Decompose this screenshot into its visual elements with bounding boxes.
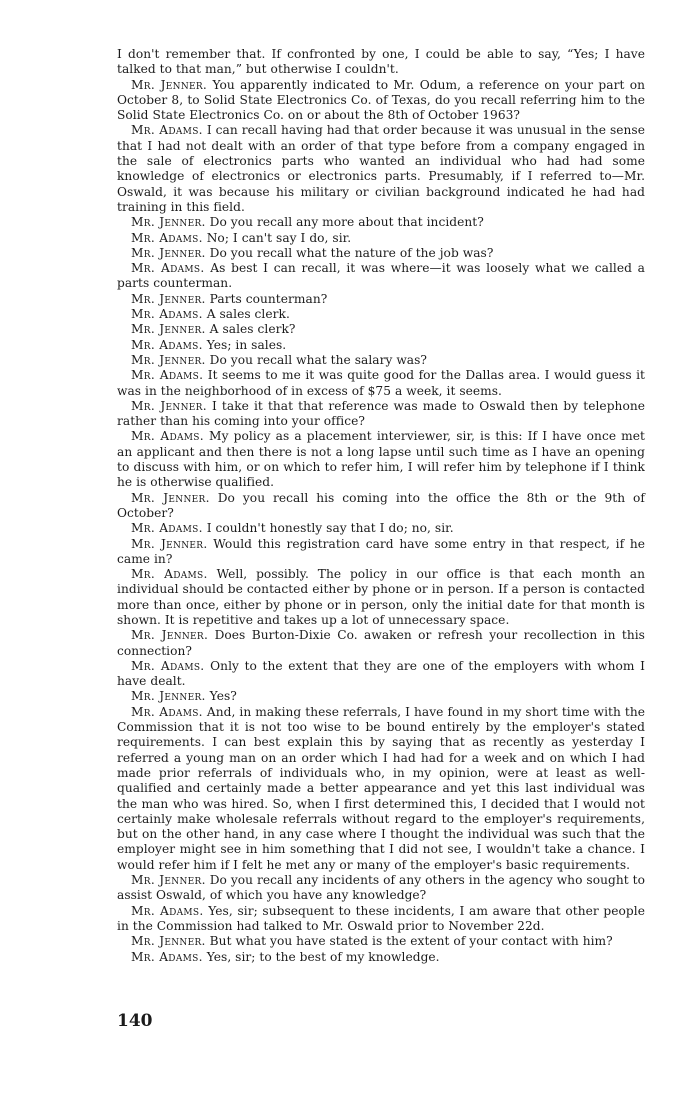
testimony-paragraph: [117, 231, 645, 246]
testimony-paragraph: [117, 322, 645, 337]
speech-text: Does Burton-Dixie Co. awaken or refresh your recollection in this connection?: [117, 628, 645, 658]
testimony-paragraph: [117, 950, 645, 965]
testimony-paragraph: [117, 567, 645, 628]
speaker-name: Mr. Adams.: [131, 567, 208, 582]
testimony-paragraph: [117, 246, 645, 261]
testimony-paragraph: [117, 689, 645, 704]
testimony-paragraph: [117, 307, 645, 322]
testimony-paragraph: [117, 873, 645, 904]
speaker-name: Mr. Adams.: [131, 307, 203, 322]
testimony-paragraph: [117, 292, 645, 307]
speaker-name: Mr. Jenner.: [131, 77, 208, 92]
speaker-name: Mr. Jenner.: [131, 934, 206, 949]
speech-text: Only to the extent that they are one of the employers with whom I have dealt.: [117, 658, 645, 689]
speech-text: I can recall having had that order because it was unusual in the sense that I had not dealt with an order of that type before from a company engaged in the sale of electronics parts who wanted an individual who had had some knowledge of electronics or electronics parts. Presumably, if I referred to—Mr. Oswald, it was because his military or civilian background indicated he had had training in this field.: [117, 123, 645, 214]
speaker-name: Mr. Jenner.: [131, 322, 206, 337]
testimony-paragraph: [117, 123, 645, 215]
speaker-name: Mr. Jenner.: [131, 398, 207, 413]
testimony-paragraph: [117, 537, 645, 568]
speaker-name: Mr. Adams.: [131, 658, 205, 673]
speech-text: But what you have stated is the extent of your contact with him?: [209, 934, 613, 949]
speech-text: As best I can recall, it was where—it was loosely what we called a parts counterman.: [117, 261, 645, 291]
testimony-paragraph: [117, 934, 645, 949]
speech-text: I don't remember that. If confronted by one, I could be able to say, “Yes; I have talked to that man,” but otherwise I couldn't.: [117, 47, 645, 77]
speech-text: Parts counterman?: [209, 291, 328, 306]
speaker-name: Mr. Adams.: [131, 949, 203, 964]
speech-text: It seems to me it was quite good for the Dallas area. I would guess it was in the neighborhood of in excess of $75 a week, it seems.: [117, 368, 645, 398]
speech-text: No; I can't say I do, sir.: [206, 230, 352, 245]
testimony-paragraph: [117, 47, 645, 78]
speaker-name: Mr. Adams.: [131, 123, 203, 138]
speech-text: Yes; in sales.: [206, 337, 287, 352]
speaker-name: Mr. Adams.: [131, 261, 205, 276]
testimony-paragraph: [117, 904, 645, 935]
page-number: 140: [117, 1011, 153, 1031]
speaker-name: Mr. Jenner.: [131, 291, 206, 306]
testimony-paragraph: [117, 705, 645, 873]
testimony-paragraph: [117, 261, 645, 292]
speech-text: Would this registration card have some entry in that respect, if he came in?: [117, 536, 645, 566]
testimony-paragraph: [117, 399, 645, 430]
speech-text: Yes?: [209, 689, 237, 704]
speech-text: Well, possibly. The policy in our office is that each month an individual should be contacted either by phone or in person. If a person is contacted more than once, either by phone or in person, only the initial date for that month is shown. It is repetitive and takes up a lot of unnecessary space.: [117, 567, 645, 627]
speaker-name: Mr. Adams.: [131, 704, 203, 719]
speaker-name: Mr. Jenner.: [131, 245, 206, 260]
testimony-paragraph: [117, 628, 645, 659]
speech-text: Yes, sir; to the best of my knowledge.: [206, 949, 440, 964]
speaker-name: Mr. Adams.: [131, 337, 203, 352]
testimony-paragraph: [117, 491, 645, 522]
speech-text: Do you recall what the salary was?: [209, 352, 428, 367]
speech-text: And, in making these referrals, I have found in my short time with the Commission that it is not too wise to be bound entirely by the employer's stated requirements. I can best explain this by saying that as recently as yesterday I referred a young man on an order which I had had for a week and on which I had made prior referrals of individuals who, in my opinion, were at least as well-qualified and certainly made a better appearance and yet this last individual was the man who was hired. So, when I first determined this, I decided that I would not certainly make wholesale referrals without regard to the employer's requirements, but on the other hand, in any case where I thought the individual was such that the employer might see in him something that I did not see, I wouldn't take a chance. I would refer him if I felt he met any or many of the employer's basic requirements.: [117, 704, 645, 872]
testimony-paragraph: [117, 338, 645, 353]
testimony-paragraph: [117, 78, 645, 124]
speaker-name: Mr. Jenner.: [131, 352, 206, 367]
speaker-name: Mr. Jenner.: [131, 490, 210, 505]
speech-text: My policy as a placement interviewer, sir, is this: If I have once met an applicant and then there is not a long lapse until such time as I have an opening to discuss with him, or on which to refer him, I will refer him by telephone if I think he is otherwise qualified.: [117, 429, 645, 490]
testimony-paragraph: [117, 521, 645, 536]
speaker-name: Mr. Adams.: [131, 521, 203, 536]
speech-text: Do you recall his coming into the office the 8th or the 9th of October?: [117, 490, 645, 520]
testimony-paragraph: [117, 659, 645, 690]
testimony-paragraph: [117, 429, 645, 490]
speaker-name: Mr. Adams.: [131, 230, 203, 245]
speaker-name: Mr. Adams.: [131, 903, 204, 918]
speech-text: I take it that that reference was made to Oswald then by telephone rather than his coming into your office?: [117, 398, 645, 429]
speaker-name: Mr. Jenner.: [131, 628, 209, 643]
transcript-body: [117, 47, 645, 965]
speaker-name: Mr. Jenner.: [131, 215, 206, 230]
speech-text: A sales clerk?: [209, 322, 296, 337]
speaker-name: Mr. Jenner.: [131, 536, 208, 551]
speaker-name: Mr. Jenner.: [131, 689, 206, 704]
testimony-paragraph: [117, 368, 645, 399]
speech-text: Yes, sir; subsequent to these incidents, I am aware that other people in the Commission had talked to Mr. Oswald prior to November 22d.: [117, 903, 645, 933]
speech-text: A sales clerk.: [206, 307, 290, 322]
speech-text: You apparently indicated to Mr. Odum, a reference on your part on October 8, to Solid State Electronics Co. of Texas, do you recall referring him to the Solid State Electronics Co. on or about the 8th of October 1963?: [117, 77, 645, 123]
speech-text: Do you recall what the nature of the job was?: [209, 245, 494, 260]
speech-text: Do you recall any incidents of any others in the agency who sought to assist Oswald, of which you have any knowledge?: [117, 873, 645, 903]
speaker-name: Mr. Adams.: [131, 429, 204, 444]
speech-text: I couldn't honestly say that I do; no, sir.: [206, 521, 454, 536]
speaker-name: Mr. Jenner.: [131, 873, 206, 888]
testimony-paragraph: [117, 353, 645, 368]
testimony-paragraph: [117, 215, 645, 230]
speech-text: Do you recall any more about that incident?: [209, 215, 484, 230]
speaker-name: Mr. Adams.: [131, 368, 204, 383]
